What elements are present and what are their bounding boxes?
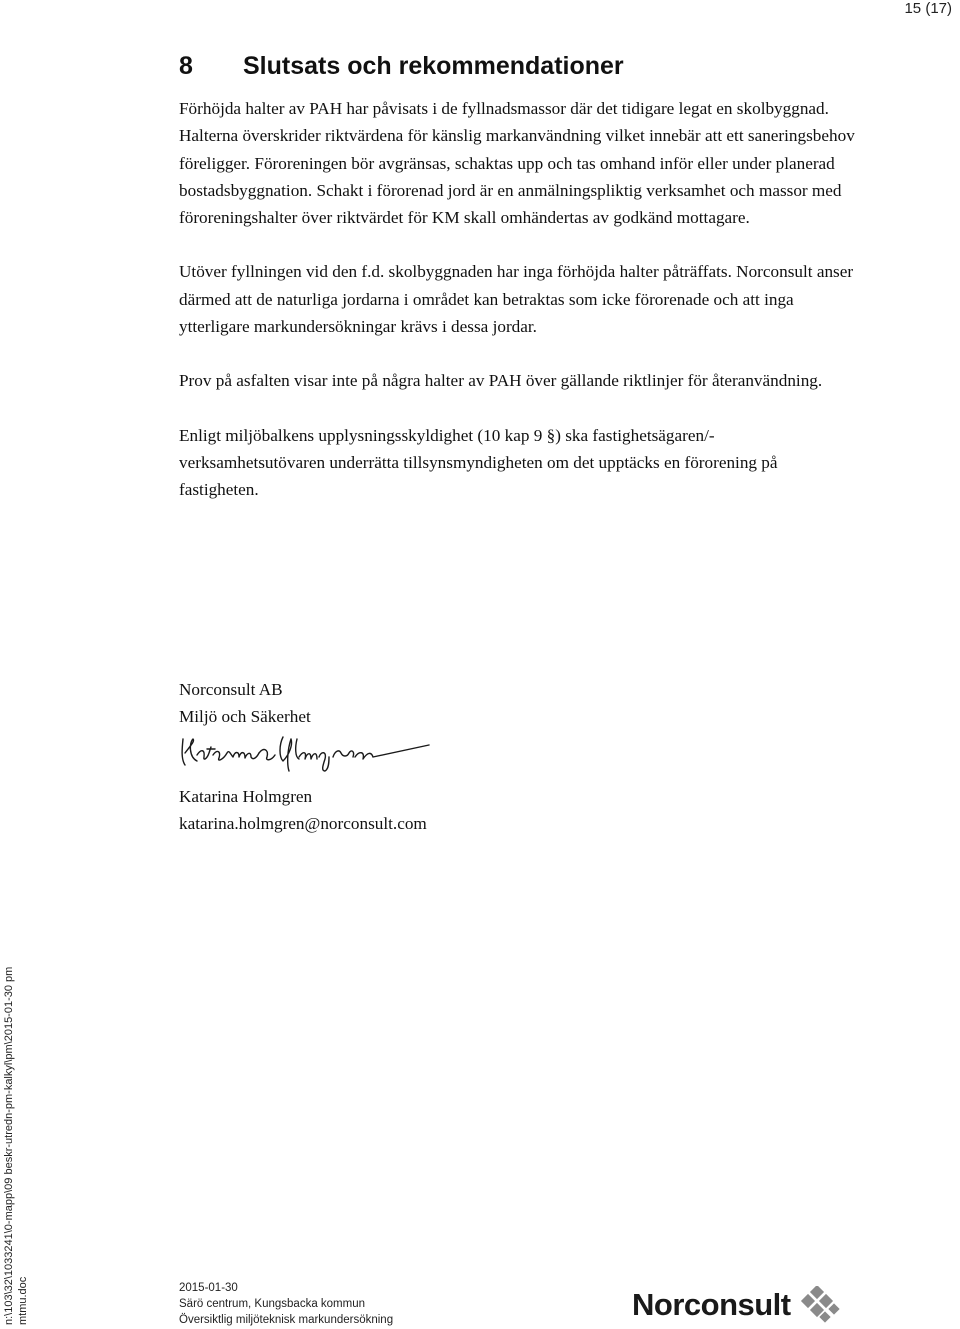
paragraph-notification: Enligt miljöbalkens upplysningsskyldighet (10 kap 9 §) ska fastighetsägaren/-verksamhetsutövaren underrätta tillsynsmyndigheten om det upptäcks en förorening på fastigheten. (179, 425, 778, 500)
logo-text: Norconsult (632, 1287, 791, 1322)
paragraph-natural-soil: Utöver fyllningen vid den f.d. skolbyggnaden har inga förhöjda halter påträffats. Norconsult anser därmed att de naturliga jordarna i området kan betraktas som icke förorenade och att inga ytterligare markundersökningar krävs i dessa jordar. (179, 262, 854, 337)
file-path-margin-text (2, 967, 30, 1325)
section-heading (179, 52, 859, 81)
section-number: 8 (179, 52, 193, 80)
paragraph-conclusion: Förhöjda halter av PAH har påvisats i de fyllnadsmassor där det tidigare legat en skolbyggnad. Halterna överskrider riktvärdena för känslig markanvändning vilket innebär att ett saneringsbehov föreligger. Föroreningen bör avgränsas, schaktas upp och tas omhand inför eller under planerad bostadsbyggnation. Schakt i förorenad jord är en anmälningspliktig verksamhet och massor med föroreningshalter över riktvärdet för KM skall omhändertas av godkänd mottagare. (179, 99, 855, 228)
department-name: Miljö och Säkerhet (179, 707, 311, 727)
paragraph-asphalt: Prov på asfalten visar inte på några halter av PAH över gällande riktlinjer för återanvändning. (179, 371, 823, 391)
page-number: 15 (17) (904, 0, 952, 17)
signer-email: katarina.holmgren@norconsult.com (179, 814, 427, 834)
norconsult-logo (632, 1286, 841, 1324)
footer (179, 1280, 393, 1328)
signature-block (179, 676, 439, 837)
handwritten-signature (179, 731, 439, 775)
signer-name: Katarina Holmgren (179, 786, 313, 806)
section-title: Slutsats och rekommendationer (243, 52, 624, 80)
main-content (179, 52, 859, 504)
file-path-line-2: mtmu.doc (17, 1276, 29, 1325)
footer-project: Särö centrum, Kungsbacka kommun (179, 1298, 366, 1310)
footer-date: 2015-01-30 (179, 1282, 238, 1294)
company-name: Norconsult AB (179, 680, 283, 699)
footer-document-title: Översiktlig miljöteknisk markundersökning (179, 1314, 394, 1326)
file-path-line-1: n:\103\32\1033241\0-mapp\09 beskr-utredn-pm-kalkyl\pm\2015-01-30 pm (3, 966, 15, 1325)
norconsult-diamond-logo-icon (795, 1286, 841, 1324)
